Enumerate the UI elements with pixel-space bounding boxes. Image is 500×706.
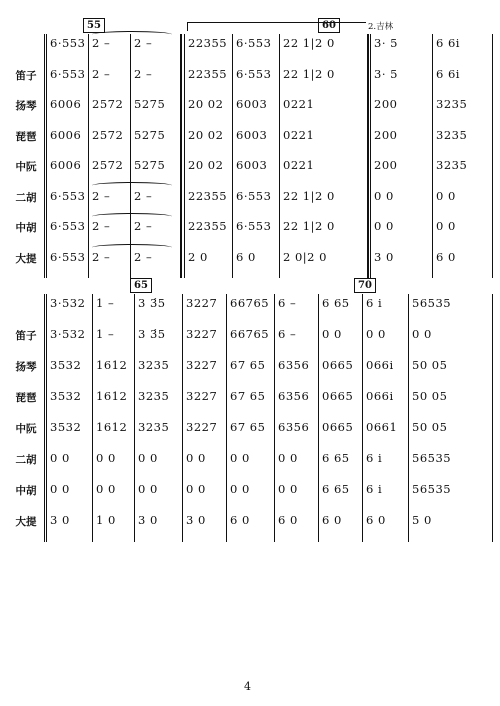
sys2-row4-bar1: 1612 <box>96 420 128 434</box>
sys1-slur-2 <box>92 182 172 189</box>
sys2-row1-bar5: 6 – <box>278 327 297 341</box>
sys2-row0-bar3: 3227 <box>186 296 218 310</box>
sys1-row0-bar2: 2 – <box>134 36 153 50</box>
sys2-row3-bar2: 3235 <box>138 389 170 403</box>
sys1-barline-4 <box>232 34 233 278</box>
sys2-row3-bar4: 67 65 <box>230 389 266 403</box>
sys1-row5-bar1: 2 – <box>92 188 111 203</box>
sys2-row4-bar2: 3235 <box>138 420 170 434</box>
sys2-row7-bar6: 6 0 <box>322 513 342 527</box>
page-number: 4 <box>244 680 251 693</box>
sys1-barline-2 <box>130 34 131 278</box>
sys1-row0-bar5: 22 1|2 0 <box>283 36 335 50</box>
sys1-row3-bar5: 0221 <box>283 127 315 142</box>
sys2-row5-bar2: 0 0 <box>138 451 158 465</box>
sys2-row6-bar3: 0 0 <box>186 482 206 496</box>
sys2-rehearsal-b: 70 <box>354 278 376 293</box>
sys1-row4-bar0: 6006 <box>50 158 82 172</box>
sys1-inst-中阮: 中阮 <box>15 161 37 173</box>
sys2-row5-bar6: 6 65 <box>322 451 350 465</box>
sys2-row3-bar5: 6356 <box>278 389 310 403</box>
sys2-barline-6 <box>318 294 319 542</box>
sys1-row5-bar7: 0 0 <box>436 188 456 203</box>
sys1-row3-bar6: 200 <box>374 127 398 142</box>
sys1-row2-bar4: 6003 <box>236 97 268 111</box>
sys1-row0-bar0: 6·553 <box>50 36 86 50</box>
sys1-row6-bar2: 2 – <box>134 219 153 233</box>
sys1-row5-bar4: 6·553 <box>236 188 272 203</box>
sys2-row5-bar8: 56535 <box>412 451 452 465</box>
sys1-row2-bar5: 0221 <box>283 97 315 111</box>
sys1-row7-bar7: 6 0 <box>436 249 456 264</box>
sys1-row1-bar1: 2 – <box>92 66 111 81</box>
sys2-row1-bar0: 3·532 <box>50 327 86 341</box>
sys2-row2-bar6: 0665 <box>322 358 354 372</box>
sys1-rehearsal-b: 60 <box>318 18 340 33</box>
sys2-row5-bar1: 0 0 <box>96 451 116 465</box>
sys1-row1-bar3: 22355 <box>188 66 228 81</box>
sys2-row5-bar4: 0 0 <box>230 451 250 465</box>
sys2-row0-bar4: 66765 <box>230 296 270 310</box>
sys2-row7-bar4: 6 0 <box>230 513 250 527</box>
sys1-row6-bar5: 22 1|2 0 <box>283 219 335 233</box>
sys1-row5-bar0: 6·553 <box>50 188 86 203</box>
sys1-rehearsal-a: 55 <box>83 18 105 33</box>
sys1-row7-bar3: 2 0 <box>188 249 208 264</box>
sys2-row4-bar4: 67 65 <box>230 420 266 434</box>
sys2-row5-bar0: 0 0 <box>50 451 70 465</box>
sys1-row2-bar2: 5275 <box>134 97 166 111</box>
sys2-barline-3 <box>182 294 183 542</box>
sys1-inst-二胡: 二胡 <box>15 191 37 204</box>
sys2-row4-bar3: 3227 <box>186 420 218 434</box>
sys2-row2-bar8: 50 05 <box>412 358 448 372</box>
sys2-row3-bar3: 3227 <box>186 389 218 403</box>
sys2-row0-bar8: 56535 <box>412 296 452 310</box>
sys1-repeat-bar <box>180 34 182 278</box>
sys1-row3-bar2: 5275 <box>134 127 166 142</box>
sys1-row7-bar6: 3 0 <box>374 249 394 264</box>
sys2-inst-琵琶: 琵琶 <box>15 392 37 404</box>
sys1-row7-bar2: 2 – <box>134 249 153 264</box>
sys2-row2-bar5: 6356 <box>278 358 310 372</box>
sys1-row4-bar3: 20 02 <box>188 158 224 172</box>
sys2-inst-中阮: 中阮 <box>15 423 37 435</box>
sys1-row0-bar1: 2 – <box>92 36 111 50</box>
sys1-row6-bar1: 2 – <box>92 219 111 233</box>
sys1-barline-6 <box>370 34 371 278</box>
sys2-row1-bar8: 0 0 <box>412 327 432 341</box>
sys1-row4-bar4: 6003 <box>236 158 268 172</box>
sys2-row6-bar8: 56535 <box>412 482 452 496</box>
sys1-row7-bar4: 6 0 <box>236 249 256 264</box>
sys2-row1-bar7: 0 0 <box>366 327 386 341</box>
sys2-row3-bar1: 1612 <box>96 389 128 403</box>
sys2-row2-bar1: 1612 <box>96 358 128 372</box>
sys1-row5-bar2: 2 – <box>134 188 153 203</box>
sys2-row6-bar2: 0 0 <box>138 482 158 496</box>
sys1-row0-bar6: 3· 5 <box>374 36 398 50</box>
sys2-row6-bar1: 0 0 <box>96 482 116 496</box>
sys2-row5-bar5: 0 0 <box>278 451 298 465</box>
sys1-row3-bar1: 2572 <box>92 127 124 142</box>
sys1-row3-bar4: 6003 <box>236 127 268 142</box>
sys2-barline-4 <box>226 294 227 542</box>
sys2-left-bracket-2 <box>46 294 47 542</box>
sys2-row3-bar8: 50 05 <box>412 389 448 403</box>
sys2-row5-bar3: 0 0 <box>186 451 206 465</box>
sys1-row0-bar3: 22355 <box>188 36 228 50</box>
sys2-row5-bar7: 6 i <box>366 451 383 465</box>
sys1-row2-bar6: 200 <box>374 97 398 111</box>
sys1-barline-1 <box>88 34 89 278</box>
sys1-row6-bar6: 0 0 <box>374 219 394 233</box>
sys2-barline-5 <box>274 294 275 542</box>
sys2-row2-bar0: 3532 <box>50 358 82 372</box>
sys1-row1-bar5: 22 1|2 0 <box>283 66 335 81</box>
sys1-row7-bar1: 2 – <box>92 249 111 264</box>
sys1-row3-bar3: 20 02 <box>188 127 224 142</box>
sys1-row4-bar6: 200 <box>374 158 398 172</box>
sys1-inst-大提: 大提 <box>15 252 37 265</box>
sys1-inst-笛子: 笛子 <box>15 69 37 82</box>
sys2-row7-bar5: 6 0 <box>278 513 298 527</box>
sys2-row0-bar0: 3·532 <box>50 296 86 310</box>
sys2-inst-二胡: 二胡 <box>15 454 37 466</box>
sys2-row4-bar0: 3532 <box>50 420 82 434</box>
sys1-row2-bar1: 2572 <box>92 97 124 111</box>
sys2-row2-bar2: 3235 <box>138 358 170 372</box>
sys1-barline-end <box>492 34 493 278</box>
sys2-row0-bar6: 6 65 <box>322 296 350 310</box>
sys2-barline-1 <box>92 294 93 542</box>
sys1-row6-bar7: 0 0 <box>436 219 456 233</box>
sys1-row5-bar6: 0 0 <box>374 188 394 203</box>
sys1-left-bracket <box>44 34 45 278</box>
sys2-row4-bar7: 0661 <box>366 420 398 434</box>
sys1-row1-bar4: 6·553 <box>236 66 272 81</box>
sys1-row4-bar7: 3235 <box>436 158 468 172</box>
sys2-row0-bar7: 6 i <box>366 296 383 310</box>
sys2-barline-8 <box>408 294 409 542</box>
sys1-slur-3 <box>92 213 172 220</box>
sys1-row1-bar6: 3· 5 <box>374 66 398 81</box>
sys2-row7-bar8: 5 0 <box>412 513 432 527</box>
sys2-row1-bar2: 3 3́5 <box>138 327 166 341</box>
sys2-barline-end <box>492 294 493 542</box>
sys2-row6-bar5: 0 0 <box>278 482 298 496</box>
sys2-row2-bar3: 3227 <box>186 358 218 372</box>
sys2-row1-bar6: 0 0 <box>322 327 342 341</box>
sys1-row1-bar0: 6·553 <box>50 66 86 81</box>
sys2-row6-bar4: 0 0 <box>230 482 250 496</box>
sys2-row3-bar0: 3532 <box>50 389 82 403</box>
sys1-row5-bar3: 22355 <box>188 188 228 203</box>
sys2-row3-bar7: 066i <box>366 389 394 403</box>
sys1-row7-bar0: 6·553 <box>50 249 86 264</box>
sys1-row3-bar7: 3235 <box>436 127 468 142</box>
sys1-inst-扬琴: 扬琴 <box>15 100 37 112</box>
sys1-row1-bar7: 6 6i <box>436 66 460 81</box>
sys1-barline-7 <box>432 34 433 278</box>
sys1-final-bar <box>367 34 369 278</box>
sys1-row2-bar3: 20 02 <box>188 97 224 111</box>
sys2-row2-bar4: 67 65 <box>230 358 266 372</box>
sys2-row2-bar7: 066i <box>366 358 394 372</box>
sys2-row7-bar7: 6 0 <box>366 513 386 527</box>
sys2-inst-扬琴: 扬琴 <box>15 361 37 373</box>
sys2-barline-2 <box>134 294 135 542</box>
sys2-row6-bar6: 6 65 <box>322 482 350 496</box>
sys2-row0-bar1: 1 – <box>96 296 115 310</box>
sys1-row4-bar2: 5275 <box>134 158 166 172</box>
sys1-left-bracket-2 <box>46 34 47 278</box>
sys1-row4-bar5: 0221 <box>283 158 315 172</box>
sys1-slur-1 <box>92 31 172 38</box>
sys2-row4-bar5: 6356 <box>278 420 310 434</box>
sys1-row0-bar4: 6·553 <box>236 36 272 50</box>
sys2-row0-bar5: 6 – <box>278 296 297 310</box>
sys1-barline-3 <box>184 34 185 278</box>
sys2-row6-bar0: 0 0 <box>50 482 70 496</box>
sys2-row7-bar0: 3 0 <box>50 513 70 527</box>
sys1-row5-bar5: 22 1|2 0 <box>283 188 335 203</box>
sys1-row6-bar3: 22355 <box>188 219 228 233</box>
sys1-row3-bar0: 6006 <box>50 127 82 142</box>
sys1-barline-5 <box>279 34 280 278</box>
sys2-row1-bar3: 3227 <box>186 327 218 341</box>
sys1-slur-4 <box>92 244 172 251</box>
sys1-row0-bar7: 6 6i <box>436 36 460 50</box>
sys2-row7-bar1: 1 0 <box>96 513 116 527</box>
sys2-inst-笛子: 笛子 <box>15 330 37 342</box>
sys1-row1-bar2: 2 – <box>134 66 153 81</box>
sys1-volta-label: 2.吉林 <box>368 22 394 32</box>
sys1-row6-bar0: 6·553 <box>50 219 86 233</box>
sys1-volta-bracket <box>187 22 366 31</box>
sys1-inst-琵琶: 琵琶 <box>15 130 37 143</box>
sys2-row4-bar6: 0665 <box>322 420 354 434</box>
sys1-row6-bar4: 6·553 <box>236 219 272 233</box>
sys2-row1-bar1: 1 – <box>96 327 115 341</box>
sys1-row2-bar7: 3235 <box>436 97 468 111</box>
sys2-row1-bar4: 66765 <box>230 327 270 341</box>
sys2-barline-7 <box>362 294 363 542</box>
sys1-row7-bar5: 2 0|2 0 <box>283 249 327 264</box>
sys1-row4-bar1: 2572 <box>92 158 124 172</box>
sys2-row4-bar8: 50 05 <box>412 420 448 434</box>
sys2-inst-大提: 大提 <box>15 516 37 528</box>
sys2-inst-中胡: 中胡 <box>15 485 37 497</box>
sys2-left-bracket <box>44 294 45 542</box>
sys2-row7-bar3: 3 0 <box>186 513 206 527</box>
sys1-row2-bar0: 6006 <box>50 97 82 111</box>
sys2-row6-bar7: 6 i <box>366 482 383 496</box>
sys2-row7-bar2: 3 0 <box>138 513 158 527</box>
sys2-row0-bar2: 3 3́5 <box>138 296 166 310</box>
sys2-row3-bar6: 0665 <box>322 389 354 403</box>
sys1-inst-中胡: 中胡 <box>15 222 37 234</box>
sys2-rehearsal-a: 65 <box>130 278 152 293</box>
